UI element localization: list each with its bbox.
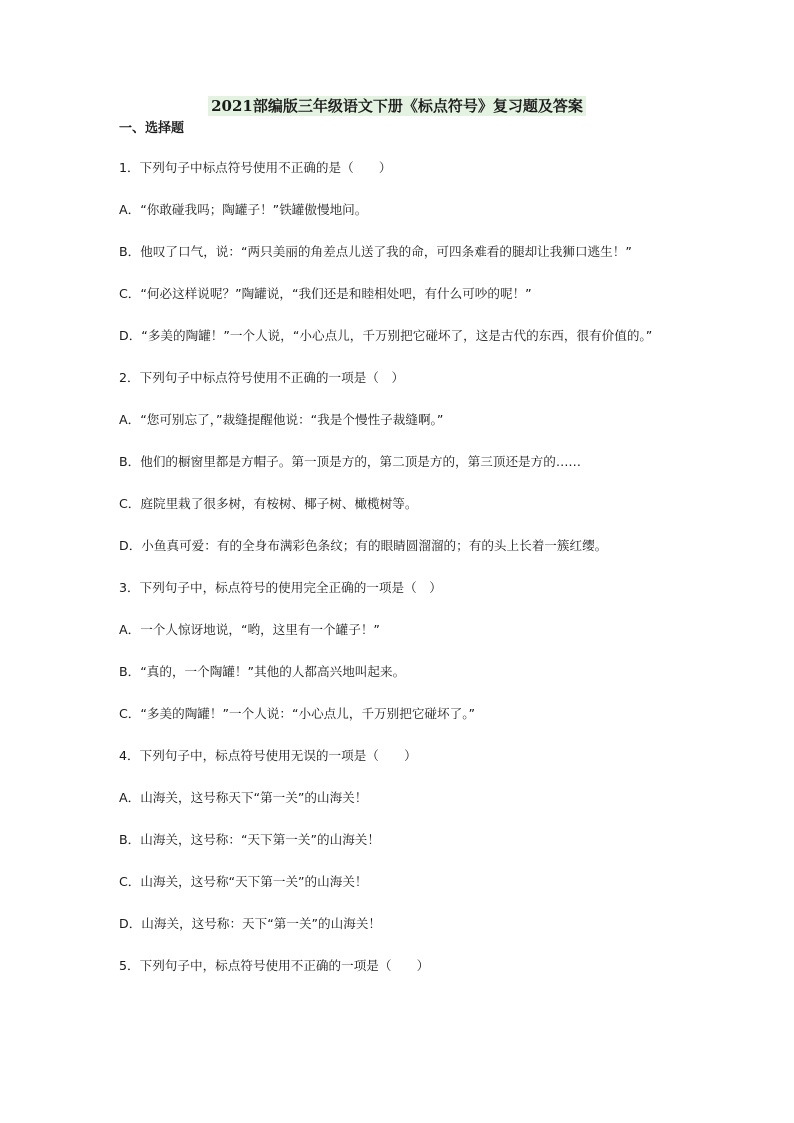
document-title-text: 2021部编版三年级语文下册《标点符号》复习题及答案 — [208, 96, 586, 116]
option-2c: C．庭院里栽了很多树，有桉树、椰子树、橄榄树等。 — [119, 496, 418, 511]
section-heading: 一、选择题 — [119, 121, 185, 136]
question-1: 1．下列句子中标点符号使用不正确的是（ ） — [119, 160, 392, 175]
question-3: 3．下列句子中，标点符号的使用完全正确的一项是（ ） — [119, 580, 442, 595]
option-3c: C．“多美的陶罐！”一个人说：“小心点儿，千万别把它碰坏了。” — [119, 706, 476, 721]
option-1c: C．“何必这样说呢？”陶罐说，“我们还是和睦相处吧，有什么可吵的呢！” — [119, 286, 532, 301]
option-3b: B．“真的，一个陶罐！”其他的人都高兴地叫起来。 — [119, 664, 406, 679]
question-list — [119, 158, 679, 998]
option-4b: B．山海关，这号称：“天下第一关”的山海关！ — [119, 832, 380, 847]
option-4d: D．山海关，这号称：天下“第一关”的山海关！ — [119, 916, 382, 931]
option-2b: B．他们的橱窗里都是方帽子。第一顶是方的，第二顶是方的，第三顶还是方的…… — [119, 454, 582, 469]
option-4a: A．山海关，这号称天下“第一关”的山海关！ — [119, 790, 368, 805]
option-4c: C．山海关，这号称“天下第一关”的山海关！ — [119, 874, 368, 889]
option-3a: A．一个人惊讶地说，“哟，这里有一个罐子！” — [119, 622, 380, 637]
option-1b: B．他叹了口气，说：“两只美丽的角差点儿送了我的命，可四条难看的腿却让我狮口逃生！” — [119, 244, 632, 259]
question-4: 4．下列句子中，标点符号使用无误的一项是（ ） — [119, 748, 417, 763]
option-2a: A．“您可别忘了，”裁缝提醒他说：“我是个慢性子裁缝啊。” — [119, 412, 444, 427]
document-title — [0, 94, 794, 118]
option-2d: D．小鱼真可爱：有的全身布满彩色条纹；有的眼睛圆溜溜的；有的头上长着一簇红缨。 — [119, 538, 608, 553]
question-5: 5．下列句子中，标点符号使用不正确的一项是（ ） — [119, 958, 430, 973]
option-1a: A．“你敢碰我吗；陶罐子！”铁罐傲慢地问。 — [119, 202, 368, 217]
option-1d: D．“多美的陶罐！”一个人说，“小心点儿，千万别把它碰坏了，这是古代的东西，很有价值的。” — [119, 328, 653, 343]
question-2: 2．下列句子中标点符号使用不正确的一项是（ ） — [119, 370, 405, 385]
